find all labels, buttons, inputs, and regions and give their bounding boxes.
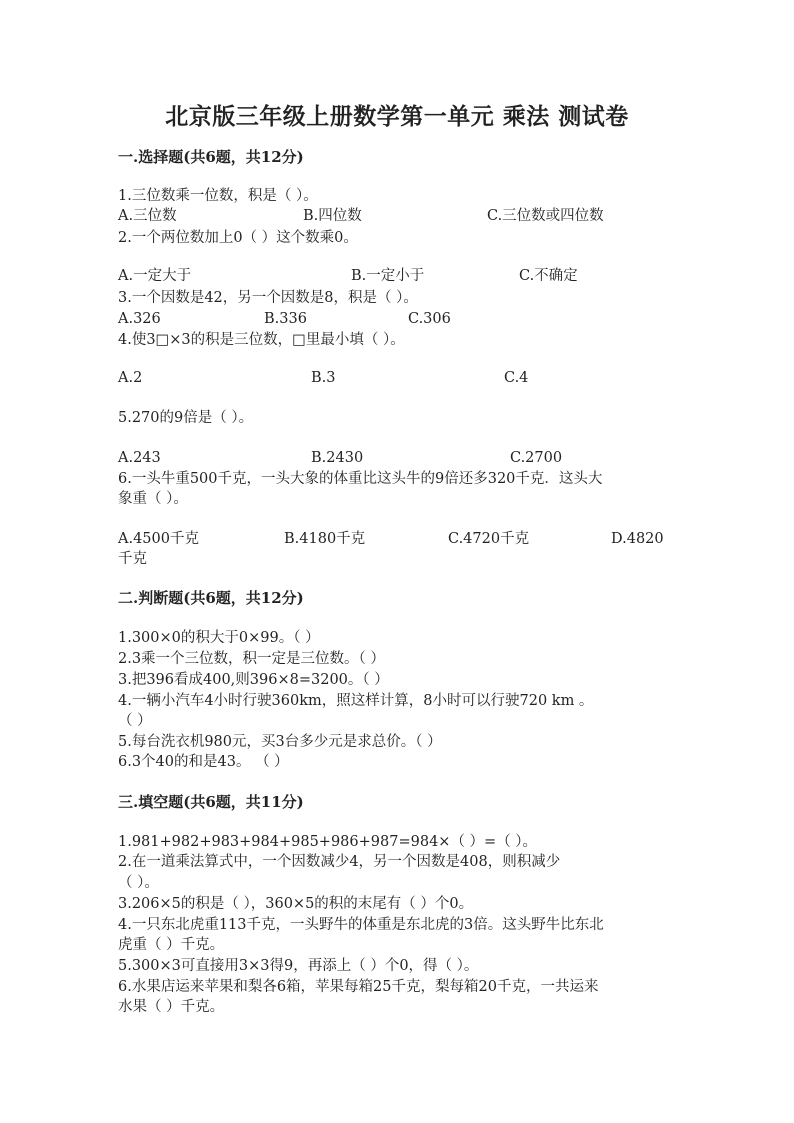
fill-question-cont: 水果（ ）千克。 <box>118 999 225 1015</box>
judge-question: 1.300×0的积大于0×99。（ ） <box>118 630 320 646</box>
judge-question: 3.把396看成400,则396×8=3200。（ ） <box>118 672 389 688</box>
option: C.4720千克 <box>448 531 530 547</box>
question-text: 1.三位数乘一位数，积是（ ）。 <box>118 188 318 204</box>
page-title: 北京版三年级上册数学第一单元 乘法 测试卷 <box>165 103 629 130</box>
option: B.4180千克 <box>284 531 366 547</box>
option-wrap: 千克 <box>118 551 147 567</box>
option: A.三位数 <box>118 208 177 224</box>
judge-question: 5.每台洗衣机980元，买3台多少元是求总价。（ ） <box>118 734 442 750</box>
option: A.4500千克 <box>118 531 199 547</box>
fill-question: 5.300×3可直接用3×3得9，再添上（ ）个0，得（ ）。 <box>118 958 479 974</box>
section-heading-fill: 三.填空题(共6题，共11分) <box>118 793 304 811</box>
fill-question: 3.206×5的积是（ ），360×5的积的末尾有（ ）个0。 <box>118 896 474 912</box>
option: B.336 <box>264 311 307 327</box>
fill-question-cont: 虎重（ ）千克。 <box>118 937 225 953</box>
question-text: 3.一个因数是42，另一个因数是8，积是（ ）。 <box>118 290 418 306</box>
option: C.306 <box>408 311 451 327</box>
section-heading-judge: 二.判断题(共6题，共12分) <box>118 589 304 607</box>
option: B.一定小于 <box>351 268 425 284</box>
fill-question: 6.水果店运来苹果和梨各6箱，苹果每箱25千克，梨每箱20千克，一共运来 <box>118 979 599 995</box>
judge-question: 2.3乘一个三位数，积一定是三位数。（ ） <box>118 651 385 667</box>
option: A.243 <box>118 450 161 466</box>
judge-question: 4.一辆小汽车4小时行驶360km，照这样计算，8小时可以行驶720 km 。 <box>118 693 594 709</box>
fill-question: 4.一只东北虎重113千克，一头野牛的体重是东北虎的3倍。这头野牛比东北 <box>118 917 604 933</box>
fill-question: 1.981+982+983+984+985+986+987=984×（ ）=（ ）。 <box>118 834 538 850</box>
question-text: 2.一个两位数加上0（ ）这个数乘0。 <box>118 230 358 246</box>
fill-question: 2.在一道乘法算式中，一个因数减少4，另一个因数是408，则积减少 <box>118 854 561 870</box>
option: A.2 <box>118 370 143 386</box>
question-text: 6.一头牛重500千克，一头大象的体重比这头牛的9倍还多320千克．这头大 <box>118 471 603 487</box>
option: C.4 <box>504 370 529 386</box>
fill-question-cont: （ ）。 <box>118 875 159 891</box>
option: B.3 <box>311 370 336 386</box>
judge-question-cont: （ ） <box>118 713 152 729</box>
option: A.326 <box>118 311 161 327</box>
option: A.一定大于 <box>118 268 192 284</box>
judge-question: 6.3个40的和是43。 （ ） <box>118 754 289 770</box>
question-text-cont: 象重（ ）。 <box>118 491 188 507</box>
question-text: 4.使3□×3的积是三位数，□里最小填（ ）。 <box>118 332 405 348</box>
section-heading-choice: 一.选择题(共6题，共12分) <box>118 148 304 166</box>
option: B.2430 <box>311 450 364 466</box>
option: C.2700 <box>510 450 563 466</box>
option: B.四位数 <box>303 208 362 224</box>
option: C.不确定 <box>519 268 578 284</box>
option: C.三位数或四位数 <box>487 208 604 224</box>
option: D.4820 <box>611 531 664 547</box>
question-text: 5.270的9倍是（ ）。 <box>118 410 254 426</box>
